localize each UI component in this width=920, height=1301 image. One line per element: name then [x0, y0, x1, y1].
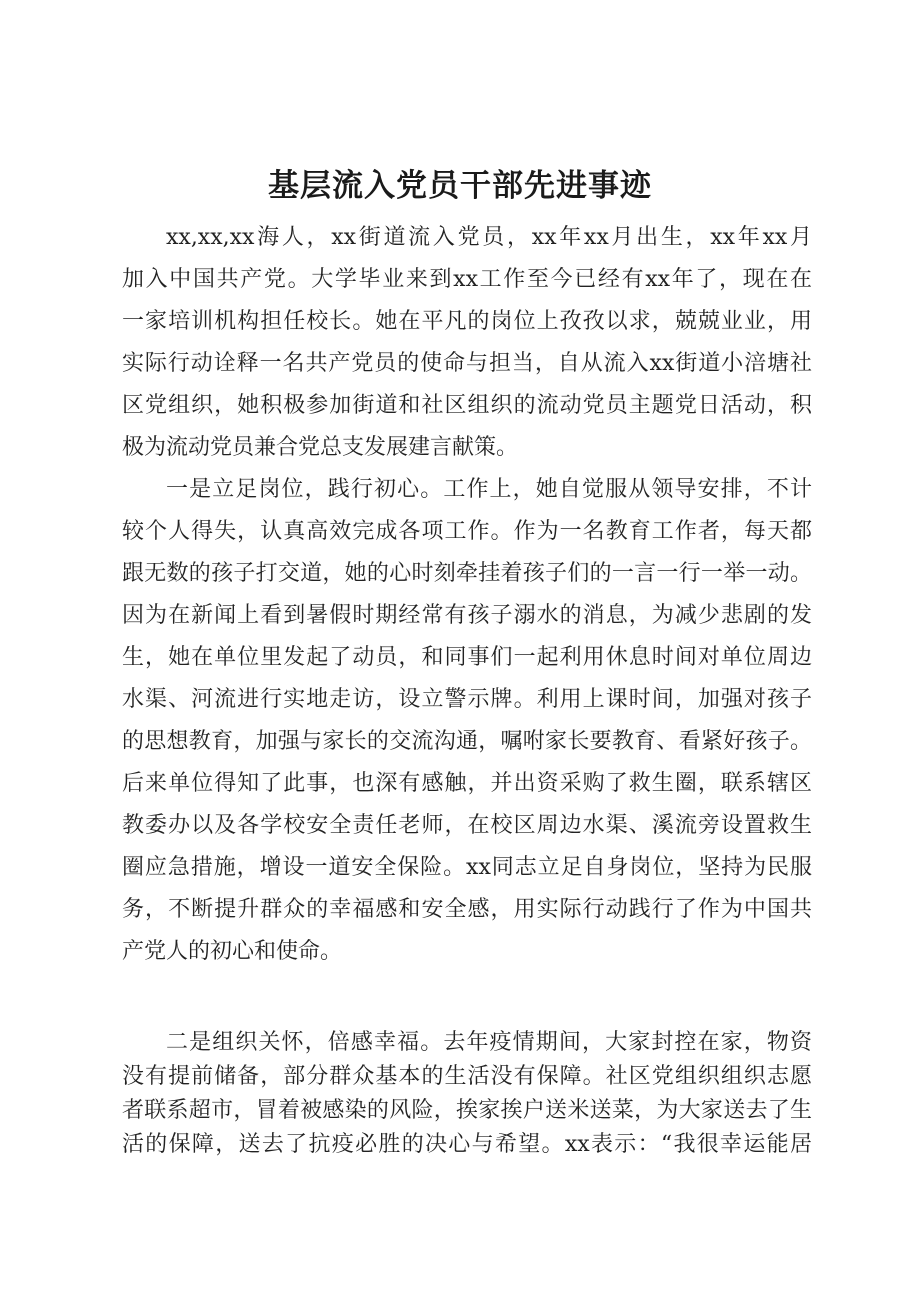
text-line: 因为在新闻上看到暑假时期经常有孩子溺水的消息，为减少悲剧的发	[122, 603, 812, 628]
text-line: xx,xx,xx海人，xx街道流入党员，xx年xx月出生，xx年xx月	[166, 225, 812, 250]
text-line: 的思想教育，加强与家长的交流沟通，嘱咐家长要教育、看紧好孩子。	[122, 729, 812, 754]
text-line: 后来单位得知了此事，也深有感触，并出资采购了救生圈，联系辖区	[122, 771, 812, 796]
text-line: 二是组织关怀，倍感幸福。去年疫情期间，大家封控在家，物资	[166, 1030, 812, 1055]
text-line: 生，她在单位里发起了动员，和同事们一起利用休息时间对单位周边	[122, 645, 812, 670]
text-line: 一家培训机构担任校长。她在平凡的岗位上孜孜以求，兢兢业业，用	[122, 309, 812, 334]
text-line: 一是立足岗位，践行初心。工作上，她自觉服从领导安排，不计	[166, 477, 812, 502]
text-line: 极为流动党员兼合党总支发展建言献策。	[122, 435, 519, 460]
text-line: 者联系超市，冒着被感染的风险，挨家挨户送米送菜，为大家送去了生	[122, 1098, 812, 1123]
paragraph-section-one	[122, 469, 812, 973]
text-line: 水渠、河流进行实地走访，设立警示牌。利用上课时间，加强对孩子	[122, 687, 812, 712]
paragraph-intro	[122, 217, 812, 469]
text-line: 没有提前储备，部分群众基本的生活没有保障。社区党组织组织志愿	[122, 1064, 812, 1089]
text-line: 活的保障，送去了抗疫必胜的决心与希望。xx表示：“我很幸运能居	[122, 1132, 812, 1157]
text-line: 圈应急措施，增设一道安全保险。xx同志立足自身岗位，坚持为民服	[122, 855, 812, 880]
text-line: 实际行动诠释一名共产党员的使命与担当，自从流入xx街道小涪塘社	[122, 351, 812, 376]
text-line: 区党组织，她积极参加街道和社区组织的流动党员主题党日活动，积	[122, 393, 812, 418]
text-line: 产党人的初心和使命。	[122, 939, 343, 964]
text-line: 加入中国共产党。大学毕业来到xx工作至今已经有xx年了，现在在	[122, 267, 812, 292]
paragraph-section-two	[122, 1026, 812, 1162]
text-line: 跟无数的孩子打交道，她的心时刻牵挂着孩子们的一言一行一举一动。	[122, 561, 812, 586]
text-line: 务，不断提升群众的幸福感和安全感，用实际行动践行了作为中国共	[122, 897, 812, 922]
text-line: 教委办以及各学校安全责任老师，在校区周边水渠、溪流旁设置救生	[122, 813, 812, 838]
text-line: 较个人得失，认真高效完成各项工作。作为一名教育工作者，每天都	[122, 519, 812, 544]
document-title: 基层流入党员干部先进事迹	[268, 168, 652, 204]
